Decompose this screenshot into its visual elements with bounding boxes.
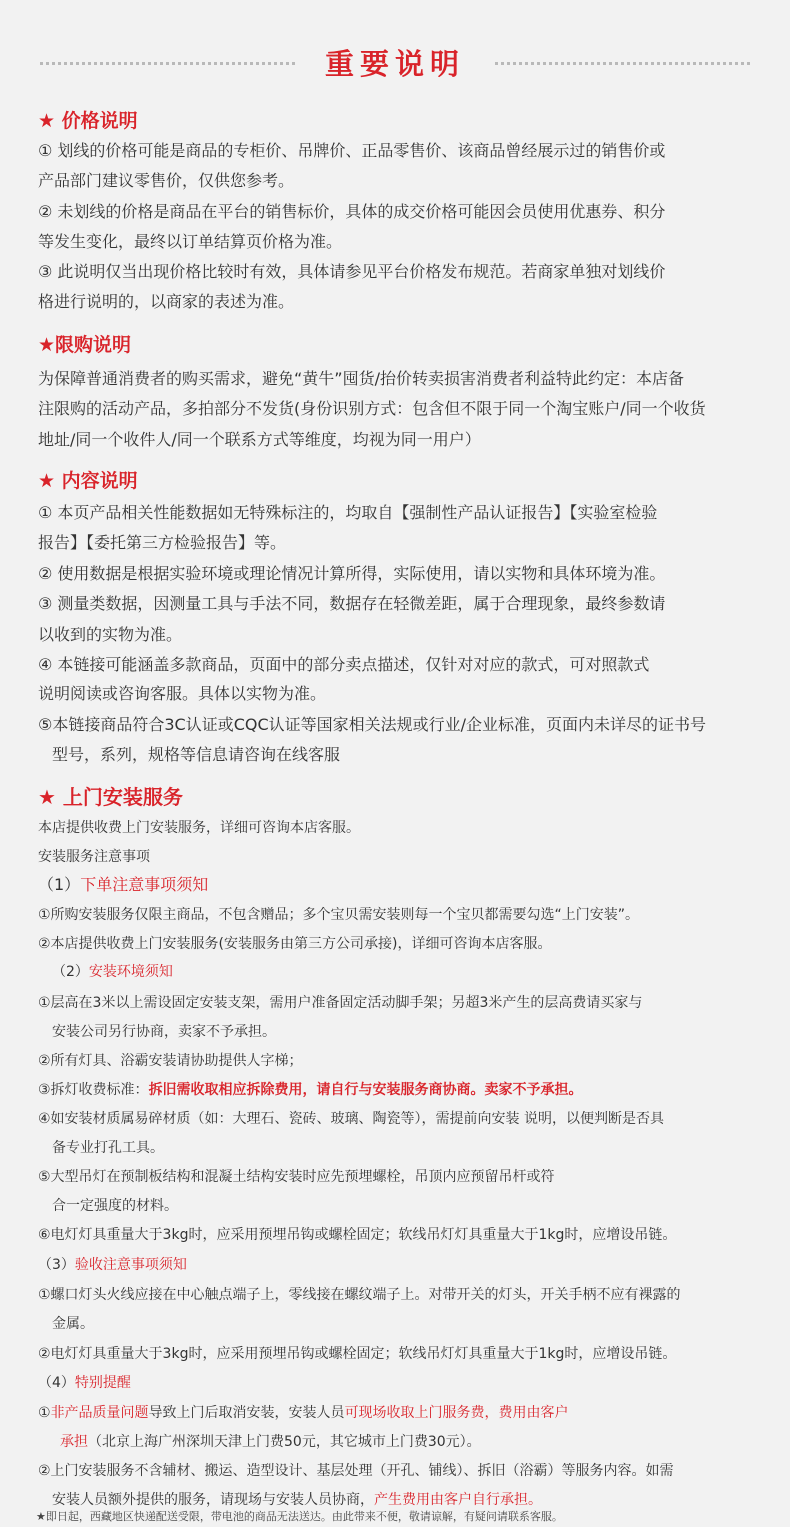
sub2-line: ②所有灯具、浴霸安装请协助提供人字梯； <box>38 1053 303 1069</box>
content-line: 以收到的实物为准。 <box>38 625 183 644</box>
sub3-line: ②电灯灯具重量大于3kg时，应采用预埋吊钩或螺栓固定；软线吊灯灯具重量大于1kg时，应增设吊链。 <box>38 1346 677 1362</box>
sub2-line: ⑥电灯灯具重量大于3kg时，应采用预埋吊钩或螺栓固定；软线吊灯灯具重量大于1kg时，应增设吊链。 <box>38 1227 677 1243</box>
sub4-title: 特别提醒 <box>74 1375 131 1391</box>
content-line: 型号，系列，规格等信息请咨询在线客服 <box>52 745 341 764</box>
footer-notice: ★即日起，西藏地区快递配送受限，带电池的商品无法送达。由此带来不便，敬请谅解，有疑问请联系客服。 <box>36 1510 563 1523</box>
content-line: ⑤本链接商品符合3C认证或CQC认证等国家相关法规或行业/企业标准，页面内未详尽的证书号 <box>38 715 707 734</box>
header-divider-left <box>40 62 295 65</box>
fee-label: ③拆灯收费标准： <box>38 1082 149 1098</box>
sub3-number: （3） <box>38 1257 75 1273</box>
install-sub1-heading <box>38 872 208 895</box>
price-line: 产品部门建议零售价，仅供您参考。 <box>38 171 295 190</box>
sub4-l2-red: 承担 <box>60 1434 88 1450</box>
sub4-l1-red2: 可现场收取上门服务费，费用由客户 <box>344 1405 569 1421</box>
sub2-line: ①层高在3米以上需设固定安装支架，需用户准备固定活动脚手架；另超3米产生的层高费请买家与 <box>38 995 643 1011</box>
sub2-number: （2） <box>52 964 89 980</box>
install-sub2-heading <box>52 961 173 981</box>
sub4-l4-red: 产生费用由客户自行承担。 <box>374 1492 542 1508</box>
content-line: 报告】【委托第三方检验报告】等。 <box>38 533 287 552</box>
sub4-line <box>60 1431 481 1451</box>
price-line: ② 未划线的价格是商品在平台的销售标价，具体的成交价格可能因会员使用优惠券、积分 <box>38 202 666 221</box>
install-sub4-heading <box>38 1372 131 1392</box>
limit-line: 为保障普通消费者的购买需求，避免“黄牛”囤货/抬价转卖损害消费者利益特此约定：本店备 <box>38 369 684 388</box>
sub3-line: 金属。 <box>52 1316 94 1332</box>
page-title: 重要说明 <box>324 47 465 81</box>
price-section-heading: ★ 价格说明 <box>38 110 138 132</box>
install-intro: 本店提供收费上门安装服务，详细可咨询本店客服。 <box>38 820 360 836</box>
sub1-title: 下单注意事项须知 <box>80 875 209 894</box>
sub4-l4-text: 安装人员额外提供的服务，请现场与安装人员协商， <box>52 1492 374 1508</box>
sub2-line-fee <box>38 1079 583 1099</box>
sub2-line: 合一定强度的材料。 <box>52 1198 178 1214</box>
install-section-heading: ★ 上门安装服务 <box>38 785 183 809</box>
sub4-number: （4） <box>38 1375 75 1391</box>
sub3-title: 验收注意事项须知 <box>74 1257 187 1273</box>
sub4-line: ②上门安装服务不含辅材、搬运、造型设计、基层处理（开孔、铺线）、拆旧（浴霸）等服务内容。如需 <box>38 1463 674 1479</box>
limit-line: 注限购的活动产品，多拍部分不发货(身份识别方式：包含但不限于同一个淘宝账户/同一个收货 <box>38 399 706 418</box>
sub1-line: ①所购安装服务仅限主商品，不包含赠品；多个宝贝需安装则每一个宝贝都需要勾选“上门安装”。 <box>38 907 640 923</box>
sub2-line: ⑤大型吊灯在预制板结构和混凝土结构安装时应先预埋螺栓，吊顶内应预留吊杆或符 <box>38 1169 555 1185</box>
limit-line: 地址/同一个收件人/同一个联系方式等维度，均视为同一用户） <box>38 430 481 449</box>
sub4-l2-text: （北京上海广州深圳天津上门费50元，其它城市上门费30元）。 <box>88 1434 481 1450</box>
sub4-l1-red1: 非产品质量问题 <box>50 1405 149 1421</box>
content-line: 说明阅读或咨询客服。具体以实物为准。 <box>38 684 327 703</box>
install-sub3-heading <box>38 1254 187 1274</box>
content-line: ① 本页产品相关性能数据如无特殊标注的，均取自【强制性产品认证报告】【实验室检验 <box>38 503 658 522</box>
sub4-line <box>38 1402 569 1422</box>
page-header <box>0 42 790 88</box>
sub2-line: 备专业打孔工具。 <box>52 1140 164 1156</box>
price-line: 等发生变化，最终以订单结算页价格为准。 <box>38 232 343 251</box>
content-line: ② 使用数据是根据实验环境或理论情况计算所得，实际使用，请以实物和具体环境为准。 <box>38 564 666 583</box>
sub4-l1-text: 导致上门后取消安装，安装人员 <box>148 1405 345 1421</box>
sub2-title: 安装环境须知 <box>88 964 173 980</box>
sub3-line: ①螺口灯头火线应接在中心触点端子上，零线接在螺纹端子上。对带开关的灯头，开关手柄不应有裸露的 <box>38 1287 681 1303</box>
content-line: ③ 测量类数据，因测量工具与手法不同，数据存在轻微差距，属于合理现象，最终参数请 <box>38 594 666 613</box>
limit-section-heading: ★限购说明 <box>38 334 132 356</box>
sub4-line <box>52 1489 542 1509</box>
sub4-l1-num: ① <box>38 1405 51 1421</box>
price-line: 格进行说明的，以商家的表述为准。 <box>38 292 295 311</box>
content-line: ④ 本链接可能涵盖多款商品，页面中的部分卖点描述，仅针对对应的款式，可对照款式 <box>38 655 650 674</box>
sub1-number: （1） <box>38 875 81 894</box>
install-notes-title: 安装服务注意事项 <box>38 849 150 865</box>
price-line: ③ 此说明仅当出现价格比较时有效，具体请参见平台价格发布规范。若商家单独对划线价 <box>38 262 666 281</box>
fee-warning: 拆旧需收取相应拆除费用，请自行与安装服务商协商。卖家不予承担。 <box>148 1082 583 1098</box>
sub2-line: 安装公司另行协商，卖家不予承担。 <box>52 1024 276 1040</box>
sub1-line: ②本店提供收费上门安装服务(安装服务由第三方公司承接)，详细可咨询本店客服。 <box>38 936 552 952</box>
content-section-heading: ★ 内容说明 <box>38 470 138 492</box>
price-line: ① 划线的价格可能是商品的专柜价、吊牌价、正品零售价、该商品曾经展示过的销售价或 <box>38 141 666 160</box>
sub2-line: ④如安装材质属易碎材质（如：大理石、瓷砖、玻璃、陶瓷等），需提前向安装 说明，以便判断是否具 <box>38 1111 664 1127</box>
header-divider-right <box>495 62 750 65</box>
